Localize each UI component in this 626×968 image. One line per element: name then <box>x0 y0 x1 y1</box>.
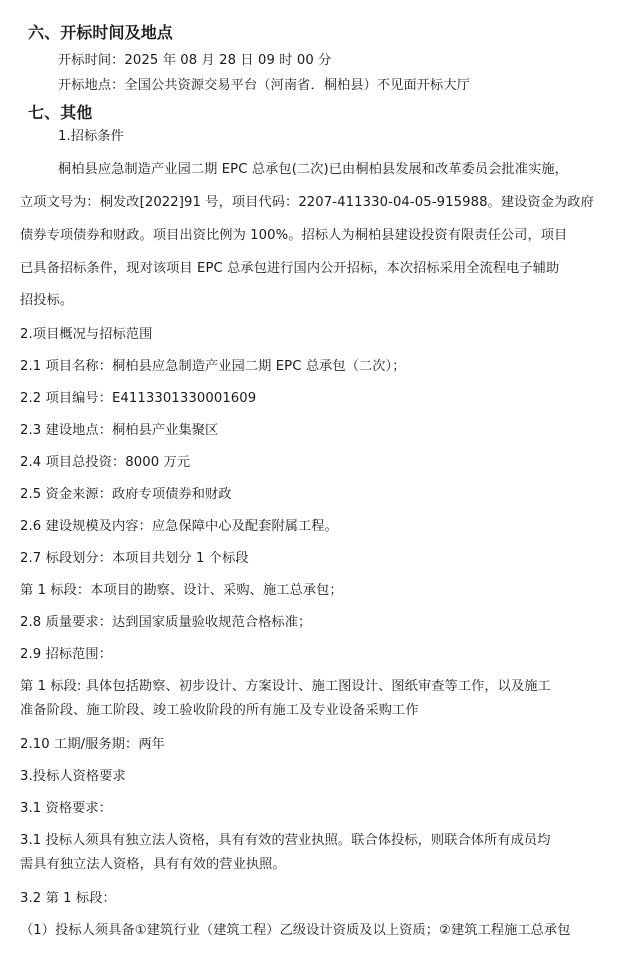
qualification-line: 3.1 投标人须具有独立法人资格，具有有效的营业执照。联合体投标，则联合体所有成员均 <box>20 833 551 848</box>
bid-opening-place: 开标地点：全国公共资源交易平台（河南省．桐柏县）不见面开标大厅 <box>58 78 470 93</box>
bid-opening-time: 开标时间：2025 年 08 月 28 日 09 时 00 分 <box>58 53 332 68</box>
list-item: 第 1 标段：本项目的勘察、设计、采购、施工总承包； <box>20 583 343 598</box>
qualification-line: 需具有独立法人资格，具有有效的营业执照。 <box>20 857 286 872</box>
list-item: 2.1 项目名称：桐柏县应急制造产业园二期 EPC 总承包（二次）； <box>20 359 406 374</box>
paragraph-line: 债券专项债券和财政。项目出资比例为 100%。招标人为桐柏县建设投资有限责任公司，项目 <box>20 228 568 243</box>
paragraph-line: 桐柏县应急制造产业园二期 EPC 总承包(二次)已由桐柏县发展和改革委员会批准实施， <box>58 162 568 177</box>
list-item: 2.5 资金来源：政府专项债券和财政 <box>20 487 232 502</box>
scope-line: 准备阶段、施工阶段、竣工验收阶段的所有施工及专业设备采购工作 <box>20 703 419 718</box>
section-7-heading: 七、其他 <box>28 103 93 122</box>
list-item: 2.2 项目编号：E4113301330001609 <box>20 391 257 406</box>
list-item: 2.6 建设规模及内容：应急保障中心及配套附属工程。 <box>20 519 338 534</box>
list-item: 2.7 标段划分：本项目共划分 1 个标段 <box>20 551 249 566</box>
paragraph-line: 已具备招标条件，现对该项目 EPC 总承包进行国内公开招标，本次招标采用全流程电子辅助 <box>20 261 560 276</box>
list-item: 2.8 质量要求：达到国家质量验收规范合格标准； <box>20 615 312 630</box>
list-item: 2.3 建设地点：桐柏县产业集聚区 <box>20 423 219 438</box>
paragraph-line: 招投标。 <box>20 293 74 308</box>
list-item: 2.4 项目总投资：8000 万元 <box>20 455 191 470</box>
list-item: 2.9 招标范围： <box>20 647 113 662</box>
sub-heading-lot-1: 3.2 第 1 标段： <box>20 891 116 906</box>
section-6-heading: 六、开标时间及地点 <box>28 23 173 42</box>
sub-heading-qualification-requirements: 3.1 资格要求： <box>20 801 113 816</box>
sub-heading-tender-conditions: 1.招标条件 <box>58 129 124 144</box>
service-period: 2.10 工期/服务期：两年 <box>20 737 165 752</box>
lot-1-requirement-line: （1）投标人须具备①建筑行业（建筑工程）乙级设计资质及以上资质；②建筑工程施工总承包 <box>20 923 571 938</box>
paragraph-line: 立项文号为：桐发改[2022]91 号，项目代码：2207-411330-04-05-915988。建设资金为政府 <box>20 195 594 210</box>
list-item: 2.项目概况与招标范围 <box>20 327 153 342</box>
sub-heading-qualifications: 3.投标人资格要求 <box>20 769 126 784</box>
scope-line: 第 1 标段: 具体包括勘察、初步设计、方案设计、施工图设计、图纸审查等工作，以及施工 <box>20 679 551 694</box>
